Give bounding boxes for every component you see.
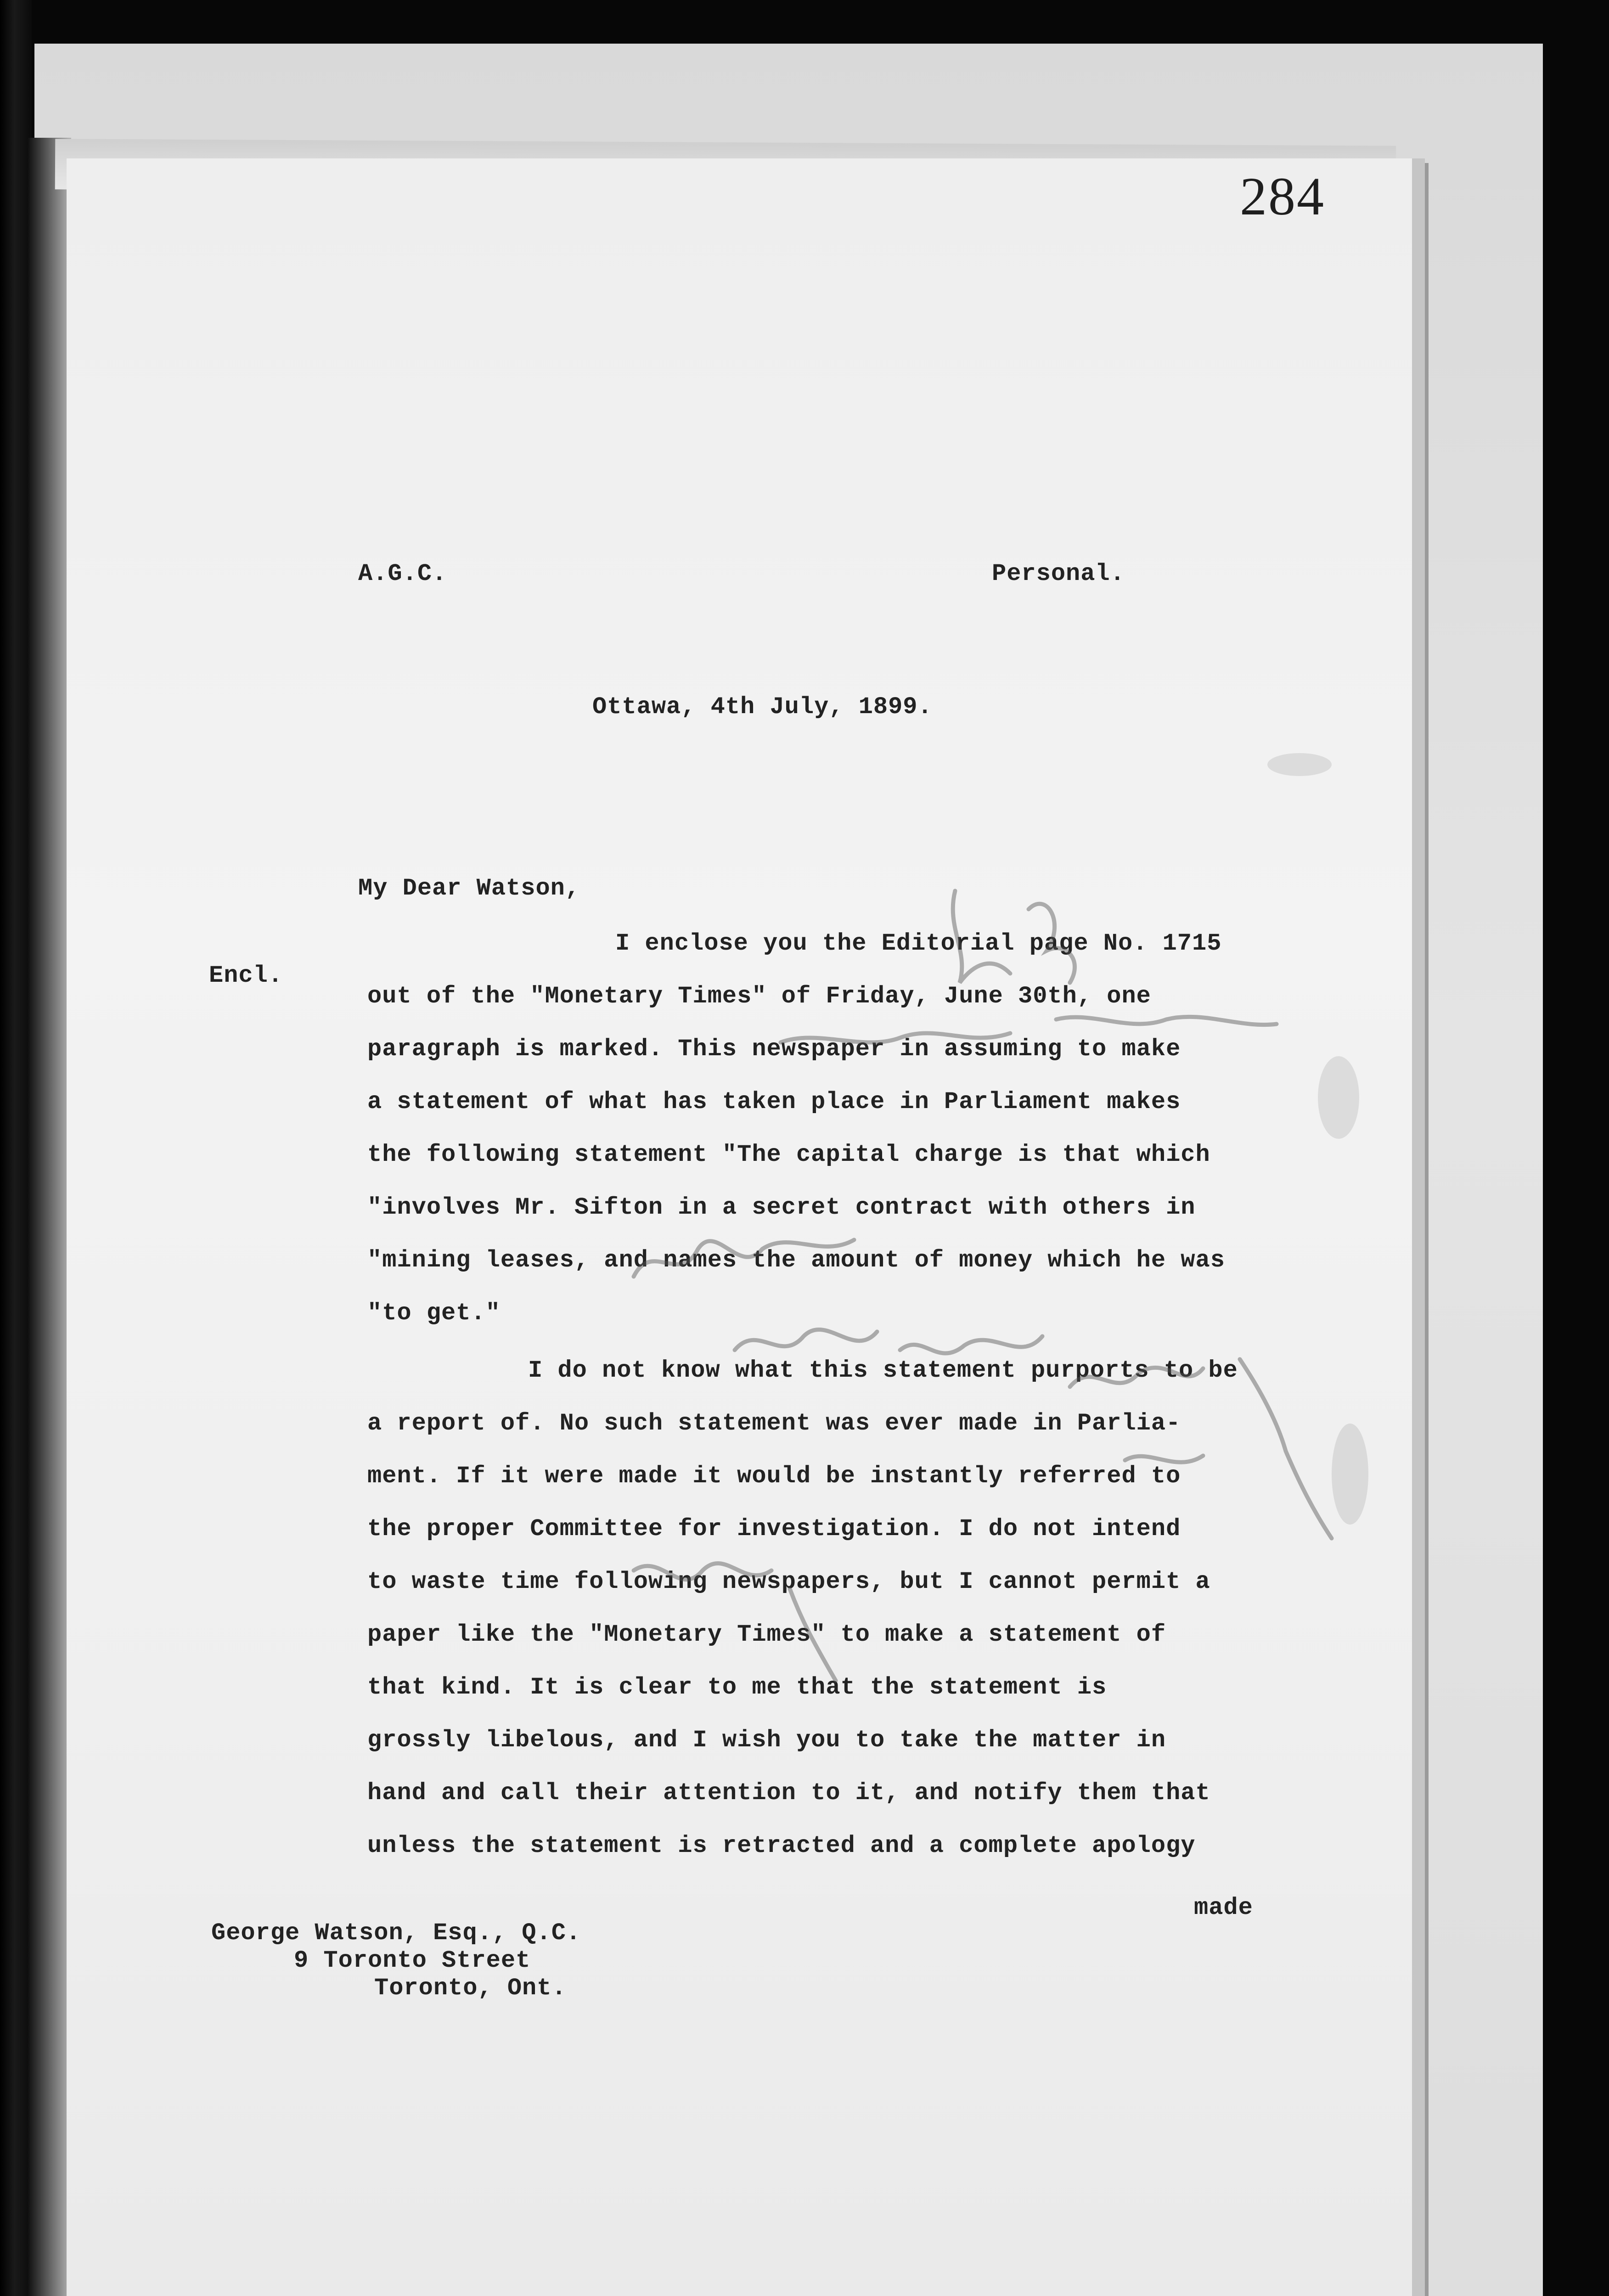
body-line: the following statement "The capital charge is that which [367, 1141, 1210, 1168]
body-line: a statement of what has taken place in Parliament makes [367, 1088, 1181, 1115]
body-line: ment. If it were made it would be instantly referred to [367, 1463, 1181, 1490]
header-initials: A.G.C. [358, 560, 447, 587]
body-line: hand and call their attention to it, and notify them that [367, 1779, 1210, 1806]
body-line: I do not know what this statement purports to be [528, 1357, 1238, 1384]
body-line: that kind. It is clear to me that the statement is [367, 1674, 1107, 1701]
header-dateline: Ottawa, 4th July, 1899. [592, 693, 933, 720]
continuation-word: made [1194, 1894, 1253, 1921]
body-line: paper like the "Monetary Times" to make a statement of [367, 1621, 1166, 1648]
addressee-city: Toronto, Ont. [374, 1975, 567, 2002]
body-line: a report of. No such statement was ever made in Parlia- [367, 1410, 1181, 1437]
body-line: "mining leases, and names the amount of money which he was [367, 1247, 1225, 1274]
margin-note: Encl. [209, 962, 283, 989]
letter-page [67, 158, 1425, 2296]
addressee-street: 9 Toronto Street [294, 1947, 531, 1974]
header-classification: Personal. [992, 560, 1125, 587]
body-line: I enclose you the Editorial page No. 1715 [615, 930, 1222, 957]
addressee-name: George Watson, Esq., Q.C. [211, 1919, 581, 1947]
paper-smudge [1318, 1056, 1359, 1139]
body-line: "involves Mr. Sifton in a secret contract with others in [367, 1194, 1196, 1221]
body-line: out of the "Monetary Times" of Friday, June 30th, one [367, 983, 1151, 1010]
body-line: paragraph is marked. This newspaper in assuming to make [367, 1035, 1181, 1063]
paper-smudge [1267, 753, 1332, 776]
binding-shadow [28, 138, 71, 2296]
body-line: "to get." [367, 1300, 501, 1327]
body-line: grossly libelous, and I wish you to take the matter in [367, 1727, 1166, 1754]
body-line: the proper Committee for investigation. I do not intend [367, 1515, 1181, 1542]
paper-smudge [1332, 1424, 1368, 1525]
page-number: 284 [1240, 166, 1325, 226]
body-line: to waste time following newspapers, but I cannot permit a [367, 1568, 1210, 1595]
salutation: My Dear Watson, [358, 875, 580, 902]
body-line: unless the statement is retracted and a complete apology [367, 1832, 1196, 1859]
